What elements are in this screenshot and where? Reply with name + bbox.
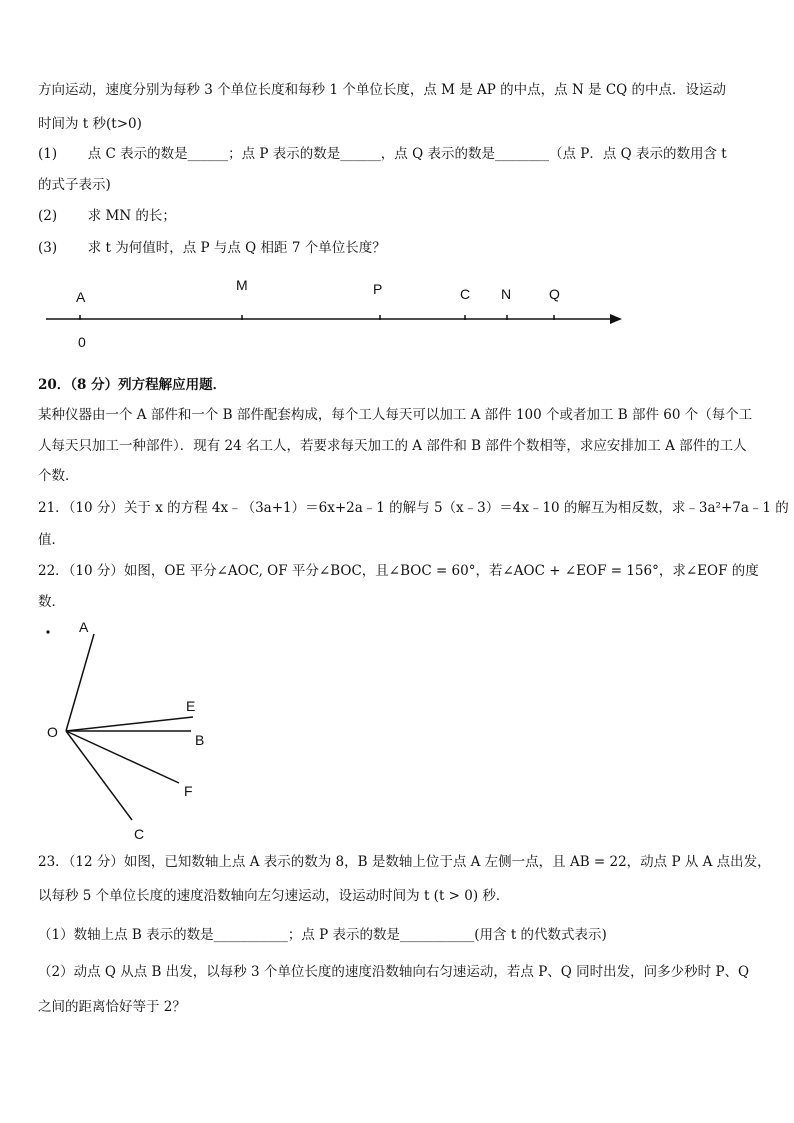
- q19-part-2-text: 求 MN 的长；: [87, 208, 176, 224]
- q19-part-2-number: (2): [38, 208, 58, 224]
- q22-line-2: 数．: [38, 594, 65, 610]
- label-zero: 0: [78, 334, 86, 350]
- q19-part-1-number: (1): [38, 146, 58, 162]
- angle-label-F: F: [184, 783, 193, 799]
- ray-OA: [66, 634, 94, 731]
- q20-line-1: 某种仪器由一个 A 部件和一个 B 部件配套构成，每个工人每天可以加工 A 部件 100 个或者加工 B 部件 60 个（每个工: [38, 407, 753, 423]
- q19-part-3-text: 求 t 为何值时，点 P 与点 Q 相距 7 个单位长度？: [87, 240, 386, 256]
- angle-label-B: B: [195, 732, 205, 748]
- label-M: M: [236, 277, 248, 293]
- q19-part-3-number: (3): [38, 240, 58, 256]
- ray-OC: [66, 731, 132, 820]
- angle-label-E: E: [186, 698, 196, 714]
- angle-label-A: A: [79, 619, 89, 635]
- label-C: C: [460, 286, 471, 302]
- q19-line-1: 方向运动，速度分别为每秒 3 个单位长度和每秒 1 个单位长度，点 M 是 AP 的中点，点 N 是 CQ 的中点．设运动: [38, 82, 727, 98]
- angle-figure: [46, 630, 196, 820]
- q21-line-1: 21．（10 分）关于 x 的方程 4x﹣（3a+1）＝6x+2a﹣1 的解与 5（x﹣3）＝4x﹣10 的解互为相反数，求﹣3a²+7a﹣1 的: [38, 500, 789, 516]
- q19-part-1-text: 点 C 表示的数是______；点 P 表示的数是______，点 Q 表示的数是________（点 P．点 Q 表示的数用含 t: [87, 146, 727, 162]
- ray-OE: [66, 717, 193, 731]
- angle-label-O: O: [47, 724, 58, 740]
- label-A: A: [76, 289, 86, 305]
- q22-line-1: 22．（10 分）如图，OE 平分∠AOC, OF 平分∠BOC，且∠BOC = 60°，若∠AOC + ∠EOF = 156°，求∠EOF 的度: [38, 563, 759, 579]
- label-P: P: [373, 281, 383, 297]
- stray-dot: [46, 630, 49, 633]
- ray-OF: [66, 731, 179, 783]
- number-line-arrow-icon: [610, 314, 622, 324]
- angle-label-C: C: [134, 826, 145, 842]
- q19-part-1-continued: 的式子表示): [38, 177, 111, 193]
- q23-part-1: （1）数轴上点 B 表示的数是___________；点 P 表示的数是___________(用含 t 的代数式表示): [38, 927, 607, 943]
- q21-line-2: 值．: [38, 532, 65, 548]
- q23-line-2: 以每秒 5 个单位长度的速度沿数轴向左匀速运动，设运动时间为 t (t > 0) 秒．: [38, 888, 510, 904]
- label-Q: Q: [549, 286, 560, 302]
- q20-heading: 20．（8 分）列方程解应用题．: [38, 377, 227, 393]
- q23-line-1: 23．（12 分）如图，已知数轴上点 A 表示的数为 8，B 是数轴上位于点 A 左侧一点，且 AB = 22，动点 P 从 A 点出发，: [38, 854, 771, 870]
- label-N: N: [501, 286, 512, 302]
- q23-part-2-line-1: （2）动点 Q 从点 B 出发，以每秒 3 个单位长度的速度沿数轴向右匀速运动，若点 P、Q 同时出发，问多少秒时 P、Q: [38, 964, 750, 980]
- q19-line-2: 时间为 t 秒(t>0): [38, 116, 142, 132]
- q23-part-2-line-2: 之间的距离恰好等于 2？: [38, 999, 186, 1015]
- q20-line-2: 人每天只加工一种部件）．现有 24 名工人，若要求每天加工的 A 部件和 B 部件个数相等，求应安排加工 A 部件的工人: [38, 438, 747, 454]
- q20-line-3: 个数．: [38, 468, 79, 484]
